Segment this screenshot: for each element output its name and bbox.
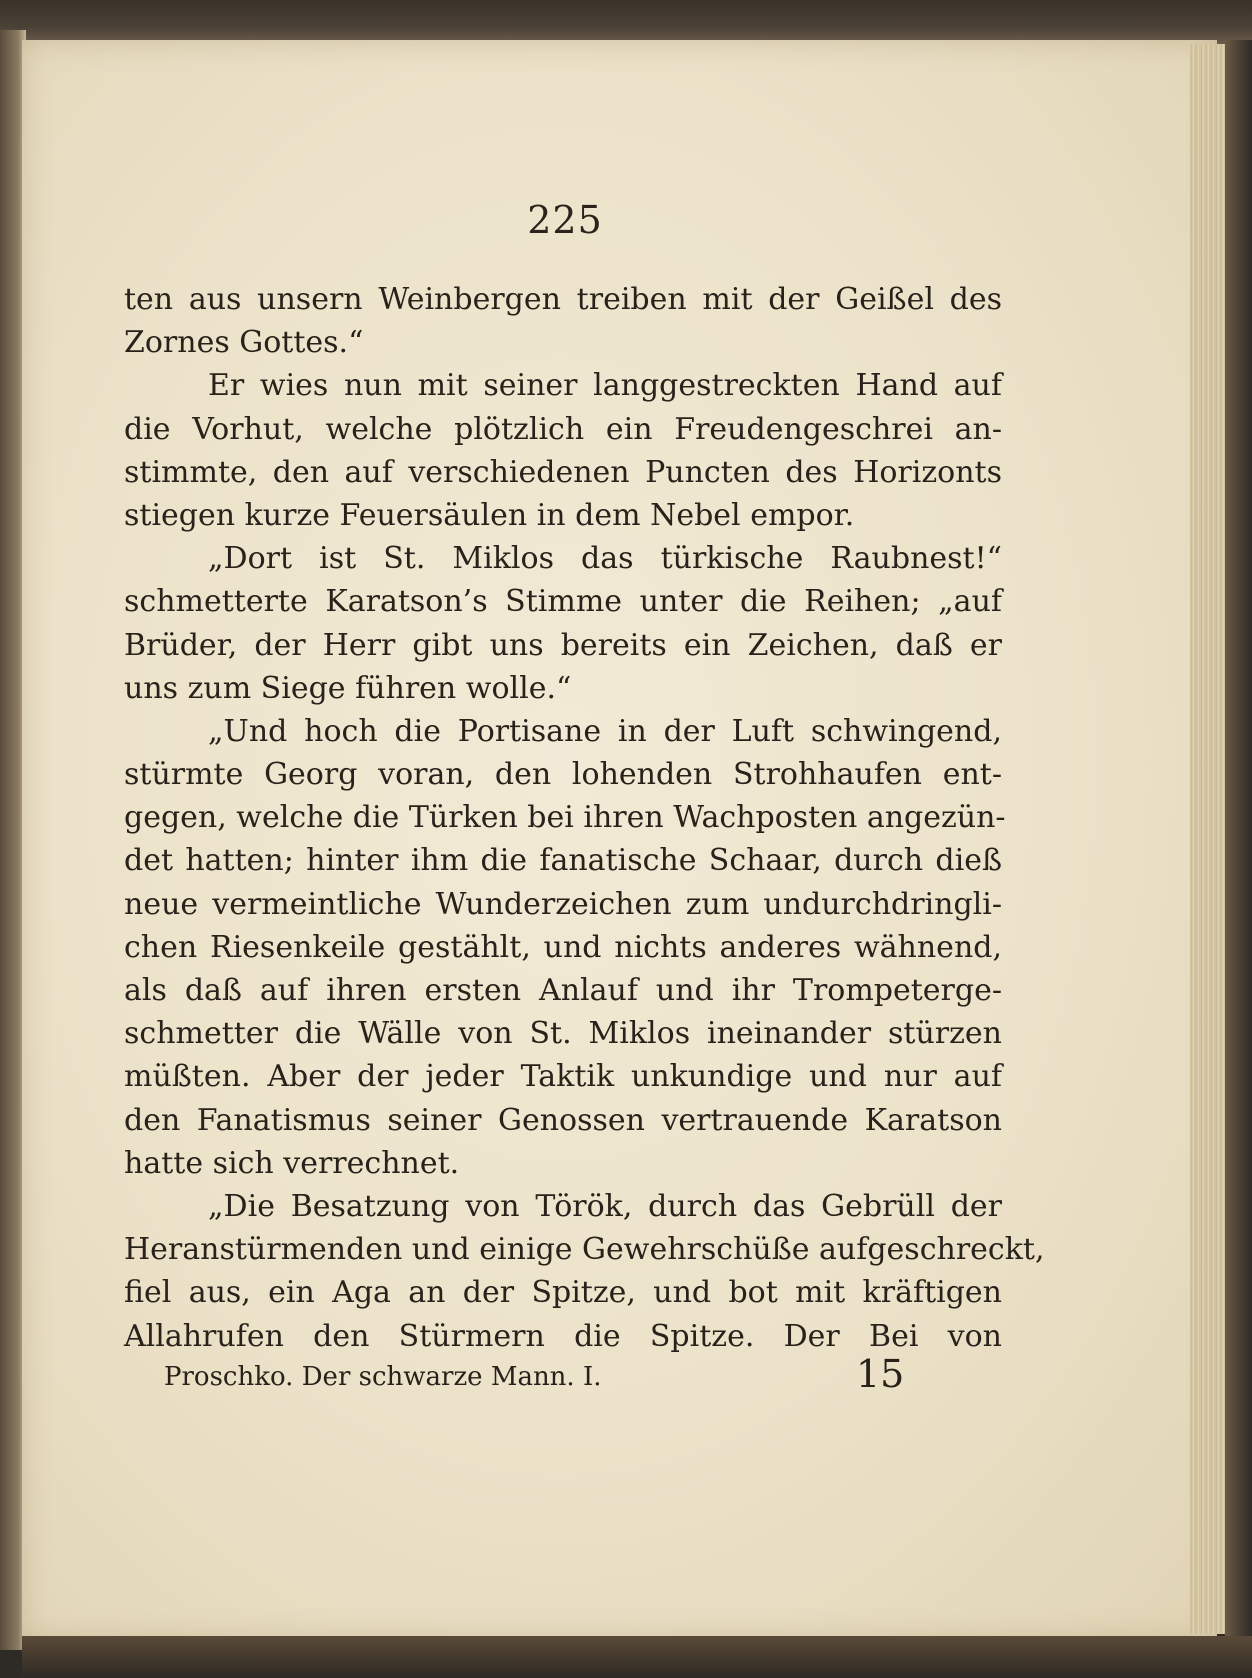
text-line: Allahrufen den Stürmern die Spitze. Der Bei von <box>124 1318 1002 1354</box>
page-bottom-shadow <box>22 1636 1252 1678</box>
text-line: gegen, welche die Türken bei ihren Wachposten angezün- <box>124 800 1006 836</box>
text-line: Zornes Gottes.“ <box>124 325 364 361</box>
text-line: ten aus unsern Weinbergen treiben mit der Geißel des <box>124 282 1002 317</box>
text-line: Brüder, der Herr gibt uns bereits ein Zeichen, daß er <box>124 627 1002 663</box>
text-line: uns zum Siege führen wolle.“ <box>124 670 572 706</box>
text-line: Heranstürmenden und einige Gewehrschüße aufgeschreckt, <box>124 1232 1045 1268</box>
text-line: chen Riesenkeile gestählt, und nichts anderes wähnend, <box>124 929 1002 965</box>
page-stack-edges <box>1190 44 1230 1634</box>
footer-title: Proschko. Der schwarze Mann. I. <box>164 1362 602 1392</box>
page-number: 225 <box>527 198 603 242</box>
signature-mark: 15 <box>856 1352 905 1396</box>
text-line: stürmte Georg voran, den lohenden Strohhaufen ent- <box>124 757 1002 793</box>
text-line: hatte sich verrechnet. <box>124 1145 460 1181</box>
text-line: „Die Besatzung von Török, durch das Gebrüll der <box>208 1188 1002 1224</box>
text-line: die Vorhut, welche plötzlich ein Freudengeschrei an- <box>124 411 1002 447</box>
text-line: müßten. Aber der jeder Taktik unkundige und nur auf <box>124 1059 1002 1095</box>
text-line: neue vermeintliche Wunderzeichen zum undurchdringli- <box>124 886 1002 922</box>
text-line: schmetterte Karatson’s Stimme unter die Reihen; „auf <box>124 584 1002 620</box>
page-right-shadow <box>1225 40 1252 1650</box>
body-text <box>124 278 1045 1358</box>
text-line: fiel aus, ein Aga an der Spitze, und bot mit kräftigen <box>124 1275 1002 1311</box>
text-line: det hatten; hinter ihm die fanatische Schaar, durch dieß <box>124 843 1002 879</box>
text-line: Er wies nun mit seiner langgestreckten Hand auf <box>208 368 1002 404</box>
text-line: den Fanatismus seiner Genossen vertrauende Karatson <box>124 1102 1002 1138</box>
text-line: „Und hoch die Portisane in der Luft schwingend, <box>208 713 1002 749</box>
text-line: stiegen kurze Feuersäulen in dem Nebel empor. <box>124 497 855 533</box>
text-line: als daß auf ihren ersten Anlauf und ihr Trompeterge- <box>124 973 1002 1008</box>
text-line: stimmte, den auf verschiedenen Puncten des Horizonts <box>124 454 1002 490</box>
text-line: schmetter die Wälle von St. Miklos ineinander stürzen <box>124 1016 1002 1052</box>
book-cover-top-edge <box>0 0 1252 44</box>
text-line: „Dort ist St. Miklos das türkische Raubnest!“ <box>208 541 1002 577</box>
